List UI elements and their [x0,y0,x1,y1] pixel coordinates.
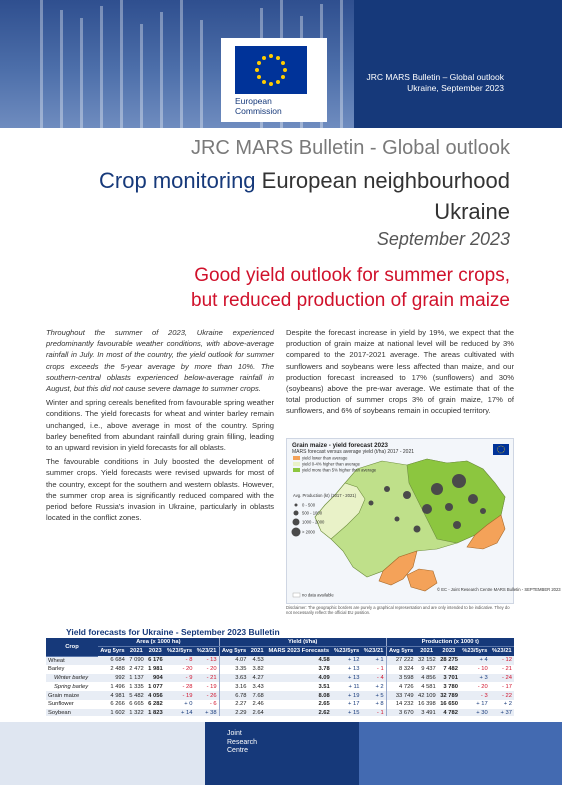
headline-line-2: but reduced production of grain maize [191,290,510,311]
footer-left-band [0,722,205,785]
table-cell: 3.51 [318,683,330,690]
table-cell: 992 [98,674,127,683]
table-row [46,656,514,665]
table-cell: - 19 [165,691,195,700]
map-subtitle: MARS forecast versus average yield (t/ha) 2017 - 2021 [292,449,415,455]
jrc-logo[interactable] [205,722,359,785]
table-cell: - 4 [361,674,386,683]
table-row [46,674,514,683]
header-band [354,0,562,128]
table-row [46,665,514,674]
report-title-region: European neighbourhood [261,168,510,193]
body-paragraph-maize: Despite the forecast increase in yield by 19%, we expect that the production of grain maize at national level will be reduced by 3% compared to the 2017-2021 average. The areas cultivated with sunflowers and soybeans were less affected than maize, and our production forecast increased to 17% (sunflowers) and 30% (soybeans) above the pre-war average. We estimate that of the total production of summer crops 3% of grain maize, 17% of sunflowers, and 6% of soybeans remain in occupied territory. [286,328,514,416]
table-cell: - 24 [490,674,514,683]
map-footnote-label: Disclaimer: [286,605,307,610]
table-cell: - 20 [206,666,217,673]
table-cell: 3.63 [219,674,248,683]
subheader-col-6: 2021 [249,646,266,656]
table-cell: + 13 [332,674,362,683]
subheader-col-9: %23/21 [361,646,386,656]
headline-line-1: Good yield outlook for summer crops, [194,265,510,286]
subheader-col-12: 2023 [438,646,460,656]
subheader-col-4: %23/21 [194,646,219,656]
grain-maize-yield-map [286,438,561,604]
table-cell: - 21 [502,666,512,673]
table-cell: + 5 [361,691,386,700]
table-cell: + 2 [375,683,384,690]
bulletin-series: JRC MARS Bulletin – Global outlook [366,72,504,82]
table-cell: 6 665 [129,701,144,708]
cover-header [0,0,562,128]
table-cell: 7.68 [249,691,266,700]
crop-name: Wheat [46,656,98,665]
table-cell: + 17 [476,701,488,708]
table-row [46,682,514,691]
table-cell: 3 670 [386,709,415,718]
yield-forecast-table [46,638,514,726]
header-production: Production (x 1000 t) [386,638,514,646]
table-cell: 2.64 [249,709,266,718]
logo-line-european: European [235,96,272,106]
footer-right-band [359,722,562,785]
table-cell: 3.35 [219,665,248,674]
map-footnote [286,605,514,615]
legend-0-4: yield 0-4% higher than average [302,461,360,467]
table-cell: 6 266 [110,701,125,708]
table-cell: + 2 [503,701,512,708]
table-cell: 1 823 [146,709,165,718]
table-row [46,700,514,709]
table-cell: - 12 [490,656,514,665]
left-column [46,327,274,526]
table-cell: 4.07 [219,656,248,665]
table-cell: 4.09 [266,674,332,683]
map-credit: © EC - Joint Research Centre MARS Bulletin - SEPTEMBER 2023 [437,587,561,592]
header-yield: Yield (t/ha) [219,638,386,646]
table-cell: 1 602 [98,709,127,718]
crop-name: Soybean [46,709,98,718]
crop-name: Grain maize [46,691,98,700]
subheader-col-7: MARS 2023 Forecasts [266,646,332,656]
table-cell: 4.58 [266,656,332,665]
table-cell: - 22 [490,691,514,700]
subheader-col-3: %23/5yrs [165,646,195,656]
subheader-col-1: 2021 [127,646,146,656]
header-crop: Crop [46,638,98,656]
subheader-col-11: 2021 [416,646,438,656]
table-cell: - 28 [182,683,193,690]
table-cell: 4 782 [438,709,460,718]
table-cell: 6 684 [98,656,127,665]
table-cell: 16 398 [418,701,436,708]
table-cell: + 4 [460,656,490,665]
body-paragraph-cereals: Winter and spring cereals benefited from favourable spring weather conditions. The yield forecasts for wheat and winter barley remain unchanged, i.e., above average in most of the country. Spring barley benefited from abundant rainfall during grain filling, leading to an upward revision in yield forecasts for all oblasts. [46,398,274,453]
table-cell: 42 109 [416,691,438,700]
table-cell: 8.08 [266,691,332,700]
table-cell: 3 491 [416,709,438,718]
legend-prod-2: 500 - 1000 [302,510,323,516]
jrc-line-1: Joint [227,730,242,737]
subheader-col-10: Avg 5yrs [386,646,415,656]
table-cell: 1 335 [129,683,144,690]
table-title: Yield forecasts for Ukraine - September 2023 Bulletin [66,627,280,637]
header-area: Area (x 1000 ha) [98,638,219,646]
table-cell: - 13 [194,656,219,665]
table-cell: 2.27 [219,700,248,709]
table-cell: + 8 [375,701,384,708]
table-cell: 32 152 [416,656,438,665]
subheader-col-0: Avg 5yrs [98,646,127,656]
table-cell: + 13 [348,666,360,673]
table-cell: + 0 [184,701,193,708]
table-cell: + 17 [348,701,360,708]
table-cell: 1 496 [110,683,125,690]
table-cell: 2.46 [252,701,264,708]
legend-production-label: Avg. Production (kt) (2017 - 2021) [293,493,357,498]
table-cell: - 1 [376,666,384,673]
table-cell: - 21 [194,674,219,683]
table-cell: 28 275 [438,656,460,665]
table-cell: 9 437 [421,666,436,673]
table-cell: 6.78 [219,691,248,700]
table-cell: + 15 [332,709,362,718]
table-cell: 7 090 [127,656,146,665]
ec-logo[interactable] [221,38,327,122]
table-cell: 2.29 [219,709,248,718]
table-cell: 3.78 [318,666,330,673]
series-title: JRC MARS Bulletin - Global outlook [190,137,510,159]
table-cell: + 30 [460,709,490,718]
table-cell: - 8 [165,656,195,665]
table-cell: - 1 [361,709,386,718]
logo-line-commission: Commission [235,106,282,116]
subheader-col-8: %23/5yrs [332,646,362,656]
table-cell: 4.53 [249,656,266,665]
table-cell: 6 176 [146,656,165,665]
table-cell: 7 482 [443,666,458,673]
table-cell: 3.16 [219,682,248,691]
crop-name: Spring barley [54,683,89,690]
table-cell: 3.82 [252,666,264,673]
legend-prod-4: > 2000 [302,529,315,535]
table-cell: 1 077 [148,683,163,690]
jrc-line-2: Research [227,738,257,746]
table-cell: 6 282 [148,701,163,708]
table-row [46,691,514,700]
edition-date: September 2023 [376,229,510,249]
table-cell: 3 598 [386,674,415,683]
table-cell: 16 650 [440,701,458,708]
table-cell: + 3 [460,674,490,683]
table-cell: 3 701 [438,674,460,683]
table-cell: 904 [146,674,165,683]
legend-lower: yield lower than average [302,455,348,461]
headline [70,263,510,313]
table-cell: + 12 [332,656,362,665]
legend-prod-1: 0 - 500 [302,502,316,508]
table-cell: 3 780 [443,683,458,690]
crop-name: Sunflower [48,701,74,708]
table-cell: + 1 [361,656,386,665]
table-cell: - 17 [502,683,512,690]
table-cell: 4 726 [386,682,415,691]
jrc-line-3: Centre [227,747,249,754]
table-cell: - 20 [477,683,488,690]
table-cell: + 11 [348,683,360,690]
table-cell: 14 232 [386,700,415,709]
table-cell: - 10 [477,666,488,673]
subheader-col-2: 2023 [146,646,165,656]
subheader-col-13: %23/5yrs [460,646,490,656]
eu-flag-icon [235,46,307,94]
legend-above-5: yield more than 5% higher than average [302,467,377,473]
table-cell: 4 581 [421,683,436,690]
map-title: Grain maize - yield forecast 2023 [292,442,388,449]
table-cell: + 14 [165,709,195,718]
table-cell: + 19 [332,691,362,700]
map-footnote-text: The geographic borders are purely a graphical representation and are only intended to be indicative. They do not necessarily reflect the official EU position. [286,605,510,615]
table-cell: - 20 [182,666,193,673]
table-cell: 27 222 [386,656,415,665]
footer [0,716,562,785]
country-title: Ukraine [434,199,510,224]
table-cell: 2 472 [129,666,144,673]
table-cell: 1 322 [127,709,146,718]
table-cell: 5 482 [127,691,146,700]
report-title-crop-monitoring: Crop monitoring [99,168,256,193]
table-cell: - 19 [206,683,217,690]
table-cell: 33 749 [386,691,415,700]
table-cell: 4 981 [98,691,127,700]
right-column [286,327,514,420]
table-cell: 3.43 [252,683,264,690]
crop-name: Barley [48,666,65,673]
table-cell: 8 324 [386,665,415,674]
table-cell: 4.27 [249,674,266,683]
table-cell: 32 789 [438,691,460,700]
table-cell: 2.62 [266,709,332,718]
table-cell: - 26 [194,691,219,700]
table-cell: 4 056 [146,691,165,700]
table-cell: 2.65 [318,701,330,708]
report-title [99,168,510,194]
bulletin-meta [367,72,504,94]
crop-name: Winter barley [46,674,98,683]
table-cell: + 37 [490,709,514,718]
table-cell: + 38 [194,709,219,718]
table-cell: - 6 [209,701,217,708]
body-paragraph-summer-crops: The favourable conditions in July boosted the development of summer crops. Yield forecasts were revised upwards for most of the country, except for the southern and western oblasts. However, the summer crop area is significantly reduced compared with the period before Russia's invasion in Ukraine, particularly in oblasts located in the conflict zones. [46,457,274,523]
table-cell: - 9 [165,674,195,683]
legend-no-data: no data available [302,592,334,598]
intro-paragraph: Throughout the summer of 2023, Ukraine experienced predominantly favourable weather conditions, with above-average rainfall in July. In most of the country, the yield outlook for summer crops exceeds the 5-year average by more than 10%. The southern-central oblasts experienced below-average rainfall in August, but this did not cause severe damage to summer crops. [46,328,274,394]
subheader-col-14: %23/21 [490,646,514,656]
bulletin-edition: Ukraine, September 2023 [407,83,504,93]
table-cell: - 3 [460,691,490,700]
table-cell: 4 856 [416,674,438,683]
table-cell: 2 488 [110,666,125,673]
table-cell: 1 981 [148,666,163,673]
table-cell: 1 137 [127,674,146,683]
legend-prod-3: 1000 - 2000 [302,519,325,525]
subheader-col-5: Avg 5yrs [219,646,248,656]
